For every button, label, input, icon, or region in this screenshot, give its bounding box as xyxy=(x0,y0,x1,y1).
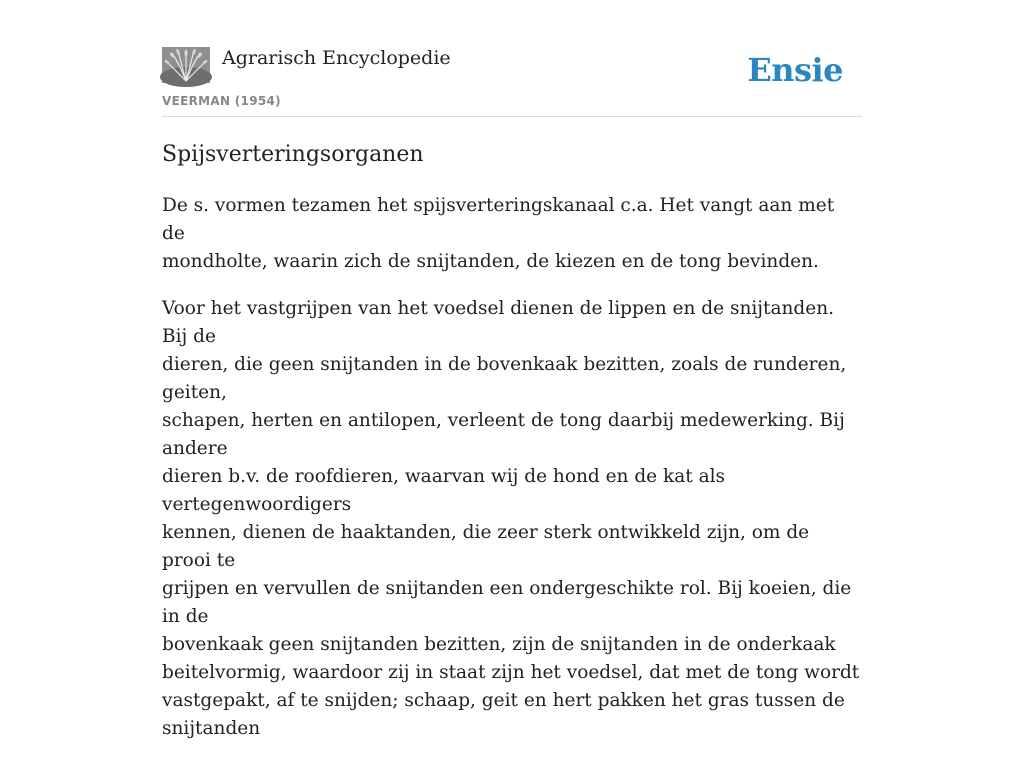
paragraph xyxy=(162,295,862,743)
text-line: schapen, herten en antilopen, verleent de tong daarbij medewerking. Bij andere xyxy=(162,410,845,459)
text-line: dieren b.v. de roofdieren, waarvan wij de hond en de kat als vertegenwoordigers xyxy=(162,466,726,515)
text-line: kennen, dienen de haaktanden, die zeer sterk ontwikkeld zijn, om de prooi te xyxy=(162,522,810,571)
page-header xyxy=(162,0,862,117)
text-line: grijpen en vervullen de snijtanden een ondergeschikte rol. Bij koeien, die in de xyxy=(162,578,852,627)
paragraph xyxy=(162,192,862,276)
article-body xyxy=(162,192,862,762)
text-line: bovenkaak geen snijtanden bezitten, zijn de snijtanden in de onderkaak xyxy=(162,634,836,655)
article-title: Spijsverteringsorganen xyxy=(162,142,424,167)
text-line: De s. vormen tezamen het spijsverteringskanaal c.a. Het vangt aan met de xyxy=(162,195,835,244)
article-page xyxy=(162,0,862,739)
wheat-thumbnail-icon[interactable] xyxy=(162,47,210,83)
text-line: vastgepakt, af te snijden; schaap, geit en hert pakken het gras tussen de snijtanden xyxy=(162,690,845,739)
ensie-logo-link[interactable]: Ensie xyxy=(747,51,843,89)
source-name-link[interactable]: Agrarisch Encyclopedie xyxy=(222,47,451,69)
text-line: mondholte, waarin zich de snijtanden, de kiezen en de tong bevinden. xyxy=(162,251,819,272)
text-line: Voor het vastgrijpen van het voedsel dienen de lippen en de snijtanden. Bij de xyxy=(162,298,834,347)
author-label: VEERMAN (1954) xyxy=(162,94,281,108)
text-line: dieren, die geen snijtanden in de bovenkaak bezitten, zoals de runderen, geiten, xyxy=(162,354,847,403)
text-line: beitelvormig, waardoor zij in staat zijn het voedsel, dat met de tong wordt xyxy=(162,662,860,683)
